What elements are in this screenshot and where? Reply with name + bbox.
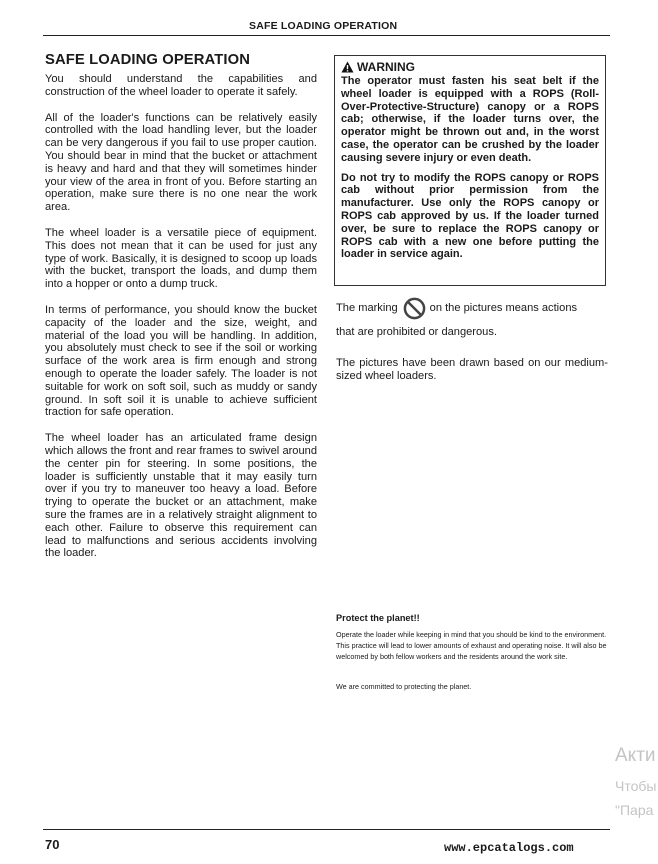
footer-divider <box>43 829 610 830</box>
watermark-line3: "Пара <box>615 802 654 818</box>
section-title: SAFE LOADING OPERATION <box>45 52 250 68</box>
planet-title: Protect the planet!! <box>336 613 420 623</box>
page-header-title: SAFE LOADING OPERATION <box>249 20 398 32</box>
marking-text-after: on the pictures means actions <box>429 302 578 314</box>
warning-rops-paragraph: Do not try to modify the ROPS canopy or ROPS cab without prior permission from the manufacturer. Use only the ROPS canopy or ROPS cab approved by us. If the loader turned over, be sure to replace the ROPS canopy or ROPS cab with a new one before putting the loader in service again. <box>341 171 599 261</box>
warning-box <box>334 55 606 286</box>
warning-header <box>341 60 599 74</box>
warning-triangle-icon <box>341 61 354 73</box>
marking-note <box>336 297 608 339</box>
performance-paragraph: In terms of performance, you should know the bucket capacity of the loader and the size, weight, and material of the load you will be handling. In addition, you absolutely must check to see if the soil or working surface of the work area is firm enough and strong enough to operate the loader safely. The loader is not suitable for work on soft soil, such as muddy or sandy ground. In soft soil it is unable to achieve sufficient traction for safe operation. <box>45 303 317 419</box>
marking-text-before: The marking <box>336 302 398 314</box>
prohibited-sign-icon <box>403 297 426 320</box>
left-column <box>45 52 317 573</box>
warning-seatbelt-paragraph: The operator must fasten his seat belt if the wheel loader is equipped with a ROPS (Roll-Over-Protective-Structure) canopy or a ROPS cab; otherwise, if the loader turns over, the operator might be thrown out and, in the worst case, the operator can be crushed by the loader causing severe injury or even death. <box>341 75 599 164</box>
page-number: 70 <box>45 837 60 852</box>
planet-commitment: We are committed to protecting the planet. <box>336 682 472 691</box>
planet-text: Operate the loader while keeping in mind that you should be kind to the environment. This practice will lead to lower amounts of exhaust and operating noise. It will also be welcomed by both fellow workers and the residents around the work site. <box>336 630 607 661</box>
functions-paragraph: All of the loader's functions can be relatively easily controlled with the load handling lever, but the loader can be very dangerous if you fail to use proper caution. You should bear in mind that the bucket or attachment is heavy and hard and that they will sometimes hinder your view of the area in front of you. Before starting an operation, make sure there is no one near the work area. <box>45 111 317 214</box>
pictures-note: The pictures have been drawn based on our medium-sized wheel loaders. <box>336 357 608 382</box>
watermark-line1: Акти <box>615 745 656 766</box>
watermark-line2: Чтобы <box>615 778 657 794</box>
site-url: www.epcatalogs.com <box>444 841 574 855</box>
frame-design-paragraph: The wheel loader has an articulated frame design which allows the front and rear frames to swivel around the center pin for steering. In some positions, the loader is sufficiently unstable that it may easily turn over if you try to maneuver too heavy a load. Before trying to operate the bucket or an attachment, make sure the frames are in a relatively straight alignment to each other. Failure to observe this requirement can lead to malfunctions and serious accidents involving the loader. <box>45 432 317 560</box>
warning-title: WARNING <box>357 60 415 74</box>
marking-text-line2: that are prohibited or dangerous. <box>336 326 497 338</box>
header-divider <box>43 35 610 36</box>
intro-paragraph: You should understand the capabilities and construction of the wheel loader to operate it safely. <box>45 73 317 98</box>
versatility-paragraph: The wheel loader is a versatile piece of equipment. This does not mean that it can be used for just any type of work. Basically, it is designed to scoop up loads with the bucket, transport the loads, and dump them into a hopper or onto a dump truck. <box>45 226 317 291</box>
